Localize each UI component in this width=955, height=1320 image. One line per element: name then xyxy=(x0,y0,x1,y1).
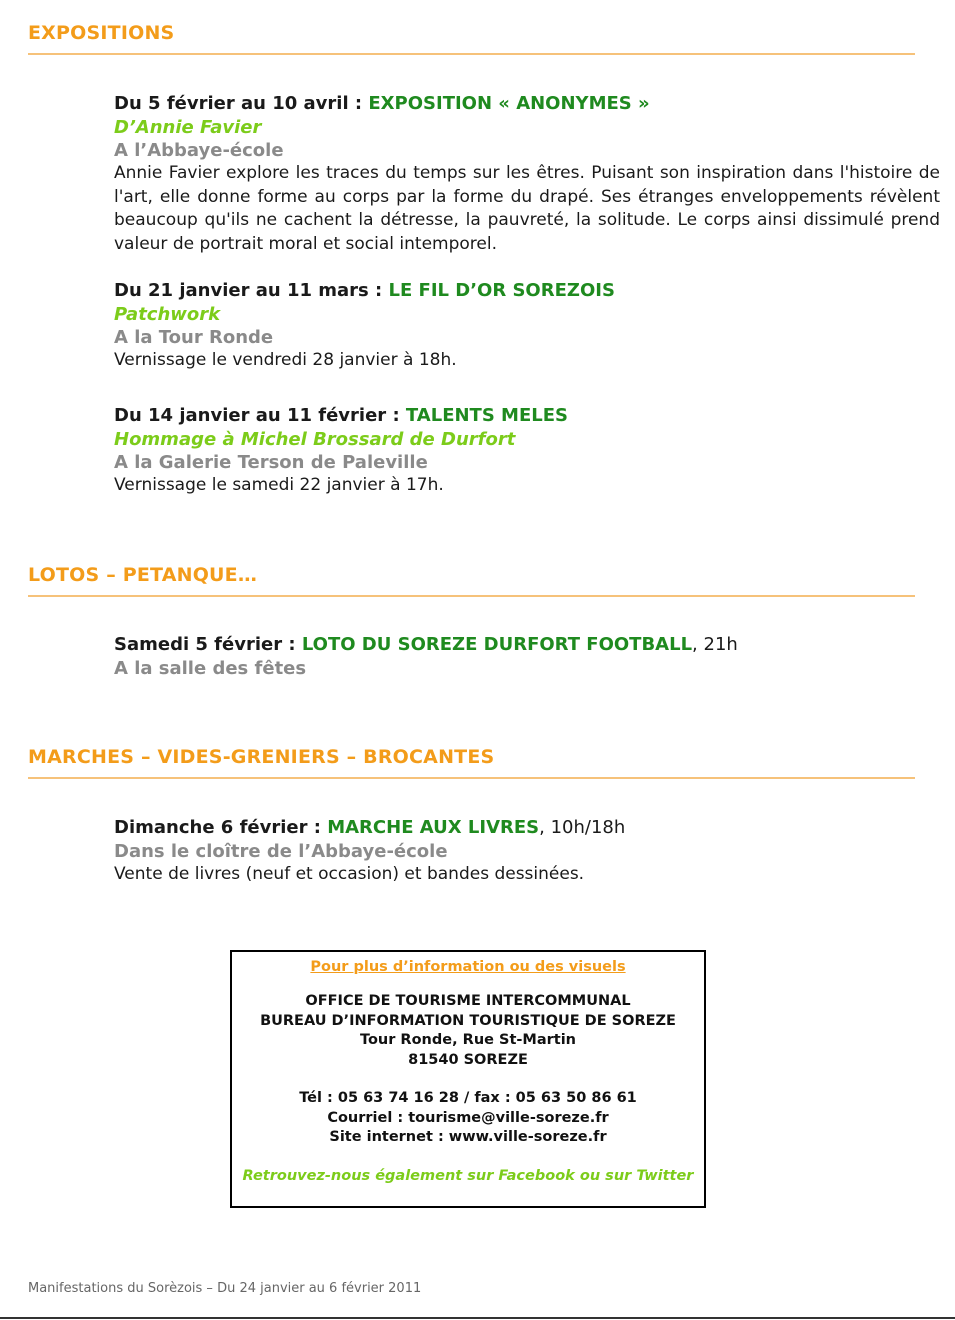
event-name: EXPOSITION « ANONYMES » xyxy=(368,93,650,114)
event-time: , 10h/18h xyxy=(539,817,626,838)
event-entry xyxy=(114,816,940,887)
event-date: Du 5 février au 10 avril : xyxy=(114,93,369,114)
event-entry xyxy=(114,92,940,256)
office-name: OFFICE DE TOURISME INTERCOMMUNAL xyxy=(305,993,631,1009)
contact-info-box xyxy=(230,950,706,1208)
event-place: Dans le cloître de l’Abbaye-école xyxy=(114,841,448,862)
section-divider xyxy=(28,595,915,597)
event-entry xyxy=(114,404,940,498)
event-name: LE FIL D’OR SOREZOIS xyxy=(388,280,615,301)
postal-line: 81540 SOREZE xyxy=(408,1051,528,1068)
section-title-expositions: EXPOSITIONS xyxy=(28,22,175,44)
event-subtitle: D’Annie Favier xyxy=(114,117,262,138)
event-time: , 21h xyxy=(692,634,738,655)
event-place: A l’Abbaye-école xyxy=(114,140,284,161)
page-footer: Manifestations du Sorèzois – Du 24 janvier au 6 février 2011 xyxy=(28,1281,422,1296)
event-description: Vernissage le vendredi 28 janvier à 18h. xyxy=(114,350,457,370)
event-name: TALENTS MELES xyxy=(405,405,568,426)
event-name: LOTO DU SOREZE DURFORT FOOTBALL xyxy=(301,634,693,655)
social-media-note: Retrouvez-nous également sur Facebook ou sur Twitter xyxy=(242,1167,694,1184)
event-place: A la Galerie Terson de Paleville xyxy=(114,452,428,473)
event-heading xyxy=(114,816,940,840)
event-description: Annie Favier explore les traces du temps sur les êtres. Puisant son inspiration dans l'histoire de l'art, elle donne forme au corps par la forme du drapé. Ses étranges enveloppements révèlent beaucoup qu'ils ne cachent la détresse, la pauvreté, la solitude. Le corps ainsi dissimulé prend valeur de portrait moral et social intemporel. xyxy=(114,163,940,254)
website-line: Site internet : www.ville-soreze.fr xyxy=(329,1129,607,1145)
email-line: Courriel : tourisme@ville-soreze.fr xyxy=(327,1109,609,1126)
section-title-marches: MARCHES – VIDES-GRENIERS – BROCANTES xyxy=(28,746,495,768)
event-entry xyxy=(114,633,940,680)
section-divider xyxy=(28,777,915,779)
more-info-link[interactable]: Pour plus d’information ou des visuels xyxy=(310,959,626,975)
event-description: Vernissage le samedi 22 janvier à 17h. xyxy=(114,475,444,495)
section-title-lotos: LOTOS – PETANQUE… xyxy=(28,564,258,586)
event-date: Samedi 5 février : xyxy=(114,634,302,655)
event-place: A la salle des fêtes xyxy=(114,658,307,679)
event-name: MARCHE AUX LIVRES xyxy=(327,817,540,838)
event-heading xyxy=(114,633,940,657)
event-heading xyxy=(114,92,940,116)
phone-fax: Tél : 05 63 74 16 28 / fax : 05 63 50 86 61 xyxy=(299,1090,637,1106)
section-divider xyxy=(28,53,915,55)
event-date: Dimanche 6 février : xyxy=(114,817,328,838)
event-entry xyxy=(114,279,940,373)
event-heading xyxy=(114,404,940,428)
event-subtitle: Hommage à Michel Brossard de Durfort xyxy=(114,429,516,450)
event-heading xyxy=(114,279,940,303)
bureau-name: BUREAU D’INFORMATION TOURISTIQUE DE SOREZE xyxy=(260,1012,676,1029)
address-line: Tour Ronde, Rue St-Martin xyxy=(359,1032,577,1048)
event-place: A la Tour Ronde xyxy=(114,327,274,348)
event-date: Du 21 janvier au 11 mars : xyxy=(114,280,389,301)
event-description: Vente de livres (neuf et occasion) et bandes dessinées. xyxy=(114,864,585,884)
footer-divider xyxy=(0,1317,955,1319)
event-subtitle: Patchwork xyxy=(114,304,221,325)
event-date: Du 14 janvier au 11 février : xyxy=(114,405,406,426)
